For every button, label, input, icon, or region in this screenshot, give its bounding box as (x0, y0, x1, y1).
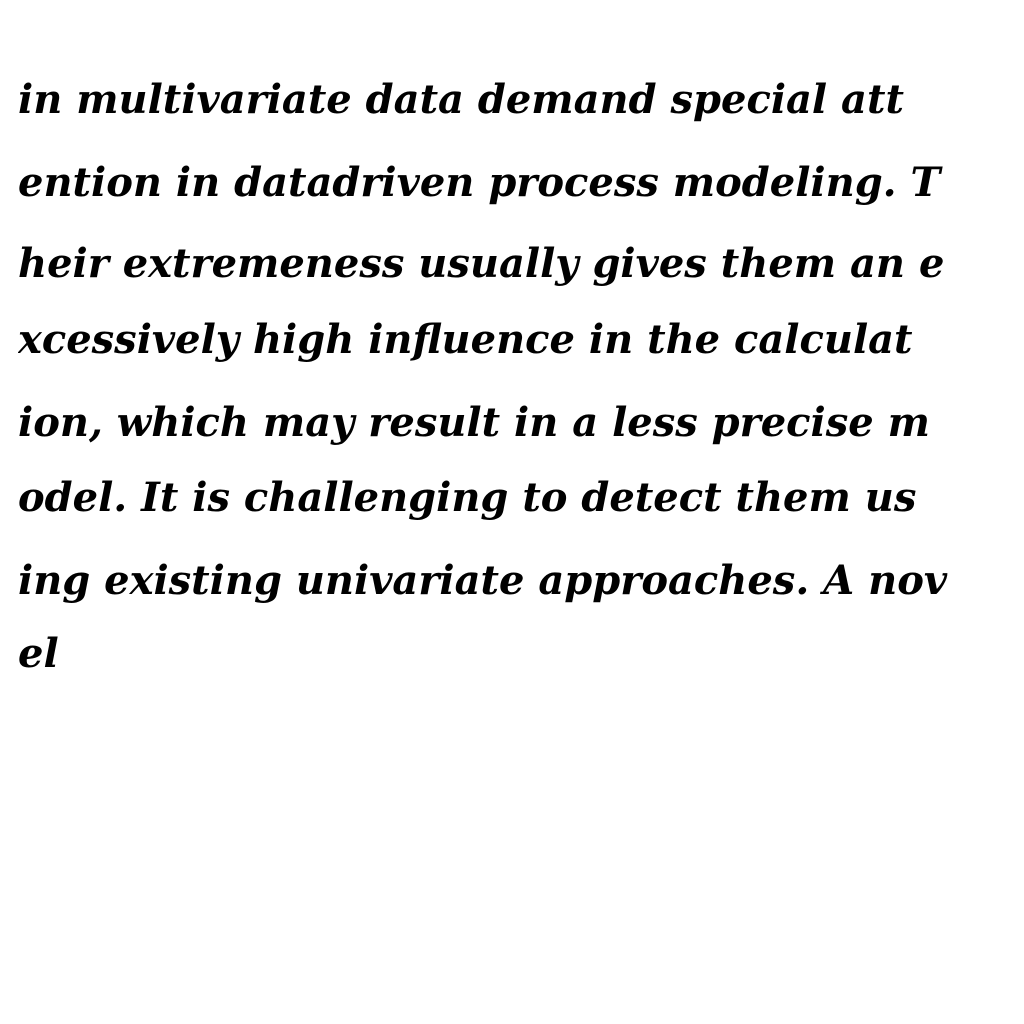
text-line-7: ing existing univariate approaches. A nov (18, 557, 948, 604)
text-line-4: xcessively high influence in the calculat (18, 316, 913, 363)
text-line-5: ion, which may result in a less precise m (18, 399, 930, 446)
text-line-1: in multivariate data demand special att (18, 76, 904, 123)
text-line-3: heir extremeness usually gives them an e (18, 240, 945, 287)
text-line-6: odel. It is challenging to detect them us (18, 474, 917, 521)
text-line-8: el (18, 630, 59, 677)
text-line-2: ention in datadriven process modeling. T (18, 159, 941, 206)
